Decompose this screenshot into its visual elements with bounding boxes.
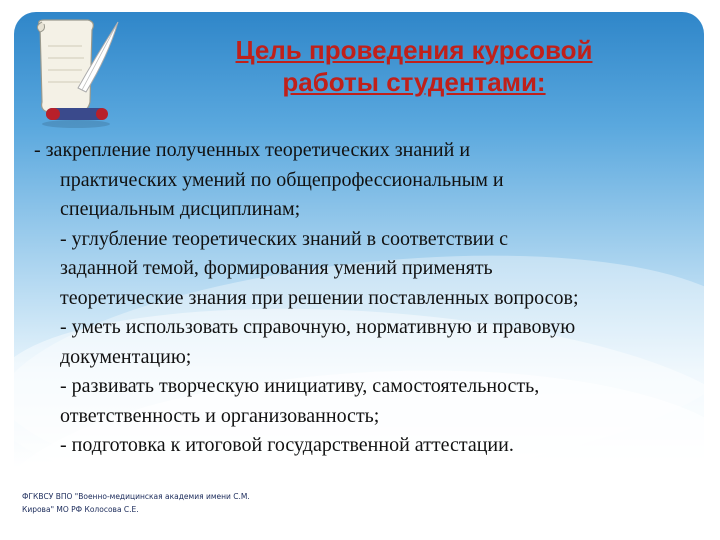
goal-line: - развивать творческую инициативу, самостоятельность, bbox=[60, 375, 540, 397]
goal-line: - подготовка к итоговой государственной аттестации. bbox=[60, 434, 514, 456]
slide-title bbox=[174, 34, 654, 98]
goal-line: - уметь использовать справочную, нормативную и правовую bbox=[60, 316, 576, 338]
footer-line: ФГКВСУ ВПО "Военно-медицинская академия имени С.М. bbox=[22, 492, 250, 501]
goal-line: документацию; bbox=[60, 345, 192, 368]
title-line: работы студентами: bbox=[282, 67, 546, 97]
footer-credit bbox=[22, 490, 342, 516]
footer-line: Кирова" МО РФ Колосова С.Е. bbox=[22, 505, 139, 514]
slide bbox=[14, 12, 704, 530]
goal-line: заданной темой, формирования умений применять bbox=[60, 257, 493, 279]
goal-line: практических умений по общепрофессиональным и bbox=[60, 168, 504, 191]
goal-line: - углубление теоретических знаний в соответствии с bbox=[60, 227, 508, 250]
goal-line: ответственность и организованность; bbox=[60, 404, 380, 427]
goal-line: - закрепление полученных теоретических знаний и bbox=[34, 139, 471, 161]
scroll-quill-icon bbox=[26, 16, 122, 132]
goals-list bbox=[34, 136, 704, 461]
goal-line: теоретические знания при решении поставленных вопросов; bbox=[60, 286, 579, 309]
goal-line: специальным дисциплинам; bbox=[60, 198, 301, 220]
title-line: Цель проведения курсовой bbox=[235, 35, 593, 65]
